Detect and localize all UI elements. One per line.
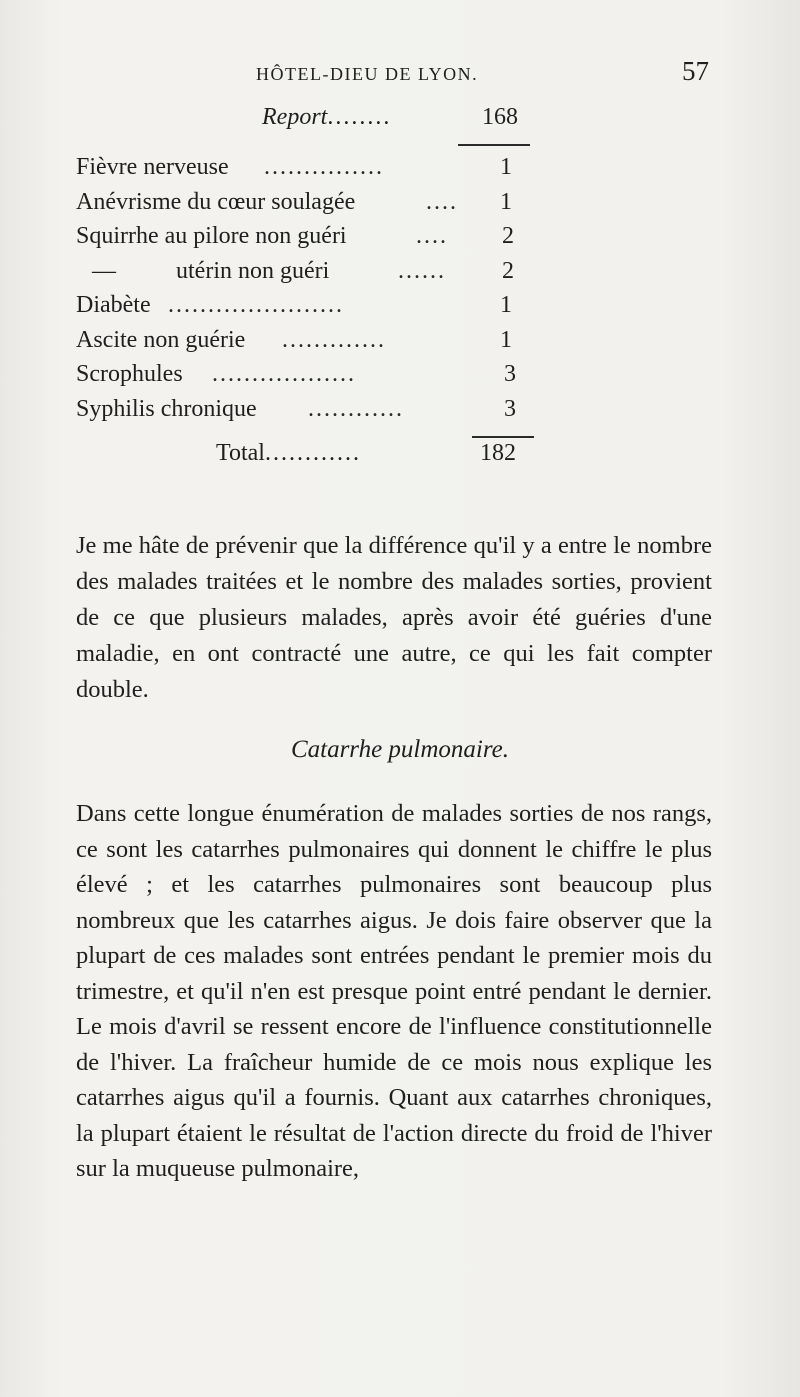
table-row	[76, 258, 526, 293]
table-row	[76, 189, 526, 224]
row-label: Squirrhe au pilore non guéri	[76, 223, 347, 249]
row-label: Syphilis chronique	[76, 395, 257, 422]
row-dots: ......................	[168, 292, 344, 318]
table-row	[76, 327, 526, 362]
row-value: 1	[500, 326, 512, 353]
row-dots: ....	[416, 223, 448, 249]
table-row	[76, 396, 526, 431]
report-label: Report	[262, 104, 328, 130]
row-dots: ............	[308, 395, 404, 422]
total-dots: ............	[264, 440, 361, 466]
total-row	[216, 440, 530, 474]
report-row	[262, 104, 526, 138]
page-number: 57	[682, 56, 709, 86]
row-label: Scrophules	[76, 361, 183, 387]
table-row	[76, 154, 526, 189]
row-value: 3	[504, 361, 516, 387]
row-value: 1	[500, 188, 512, 215]
row-value: 3	[504, 395, 516, 422]
row-dots: ...............	[264, 154, 384, 180]
table-row	[76, 292, 526, 327]
report-dots: ........	[327, 104, 392, 130]
row-value: 1	[500, 292, 512, 318]
total-value: 182	[480, 440, 516, 466]
row-dots: ....	[426, 188, 458, 215]
running-head: HÔTEL-DIEU DE LYON.	[256, 64, 479, 84]
row-label: Fièvre nerveuse	[76, 154, 229, 180]
row-value: 2	[502, 223, 514, 249]
statistics-table	[76, 154, 526, 430]
row-label: Anévrisme du cœur soulagée	[76, 188, 356, 215]
row-label: — utérin non guéri	[92, 257, 330, 284]
total-label: Total	[216, 440, 265, 466]
report-value: 168	[482, 104, 518, 130]
report-rule	[458, 144, 530, 146]
total-rule	[472, 436, 534, 438]
table-row	[76, 361, 526, 396]
row-dots: ..................	[212, 361, 356, 387]
table-row	[76, 223, 526, 258]
section-title: Catarrhe pulmonaire.	[290, 736, 510, 763]
row-label: Ascite non guérie	[76, 326, 246, 353]
row-value: 2	[502, 257, 514, 284]
row-dots: .............	[282, 326, 386, 353]
page-header	[0, 56, 800, 100]
paragraph-difference-note: Je me hâte de prévenir que la différence qu'il y a entre le nombre des malades traitées et le nombre des malades sorties, provient de ce que plusieurs malades, après avoir été guéries d'une maladie, en ont contracté une autre, ce qui les fait compter double.	[76, 532, 712, 703]
row-label: Diabète	[76, 292, 151, 318]
paragraph-catarrhe: Dans cette longue énumération de malades sorties de nos rangs, ce sont les catarrhes pulmonaires qui donnent le chiffre le plus élevé ; et les catarrhes pulmonaires sont beaucoup plus nombreux que les catarrhes aigus. Je dois faire observer que la plupart de ces malades sont entrées pendant le premier mois du trimestre, et qu'il n'en est presque point entré pendant le dernier. Le mois d'avril se ressent encore de l'influence constitutionnelle de l'hiver. La fraîcheur humide de ce mois nous explique les catarrhes aigus qu'il a fournis. Quant aux catarrhes chroniques, la plupart étaient le résultat de l'action directe du froid de l'hiver sur la muqueuse pulmonaire,	[76, 800, 712, 1182]
row-value: 1	[500, 154, 512, 180]
row-dots: ......	[398, 257, 446, 284]
